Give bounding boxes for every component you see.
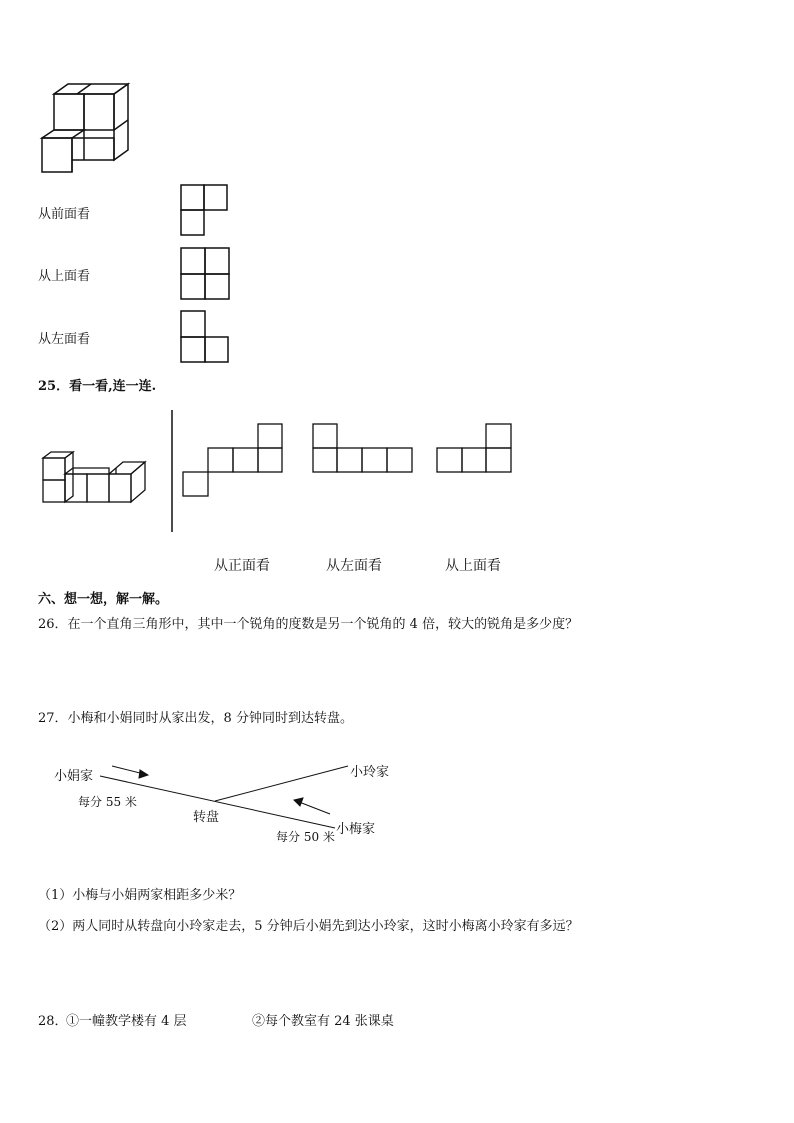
view-label-left: 从左面看	[38, 332, 91, 347]
label-left-view: 从左面看	[326, 558, 382, 574]
view-option-c	[436, 423, 516, 475]
question-28-item2: ②每个教室有 24 张课桌	[252, 1014, 394, 1029]
question-28-number: 28．	[38, 1014, 68, 1029]
cube-stack-figure	[38, 80, 138, 170]
front-view-grid	[180, 184, 230, 239]
left-view-grid	[180, 310, 232, 365]
question-25-title: 25．看一看,连一连.	[38, 379, 157, 394]
view-label-front: 从前面看	[38, 207, 91, 222]
label-xiaojuan-home: 小娟家	[54, 769, 94, 784]
label-turntable: 转盘	[193, 810, 220, 825]
view-label-top: 从上面看	[38, 269, 91, 284]
q25-solid-figure	[40, 448, 160, 508]
divider-line	[170, 410, 174, 534]
question-26: 26．在一个直角三角形中，其中一个锐角的度数是另一个锐角的 4 倍，较大的锐角是多少度？	[38, 617, 579, 632]
label-xiaoling-home: 小玲家	[350, 765, 390, 780]
question-28-item1: ①一幢教学楼有 4 层	[66, 1014, 187, 1029]
question-27-sub2: （2）两人同时从转盘向小玲家走去，5 分钟后小娟先到达小玲家，这时小梅离小玲家有多远？	[38, 919, 579, 934]
label-speed-mei: 每分 50 米	[276, 830, 335, 844]
label-speed-juan: 每分 55 米	[78, 795, 137, 809]
view-option-b	[312, 423, 416, 475]
label-top-view: 从上面看	[445, 558, 501, 574]
section-6-title: 六、想一想，解一解。	[38, 592, 169, 607]
question-27-sub1: （1）小梅与小娟两家相距多少米？	[38, 888, 242, 903]
question-27: 27．小梅和小娟同时从家出发，8 分钟同时到达转盘。	[38, 711, 353, 726]
label-front-view: 从正面看	[214, 558, 270, 574]
view-option-a	[182, 423, 284, 501]
top-view-grid	[180, 247, 232, 302]
label-xiaomei-home: 小梅家	[336, 822, 376, 837]
